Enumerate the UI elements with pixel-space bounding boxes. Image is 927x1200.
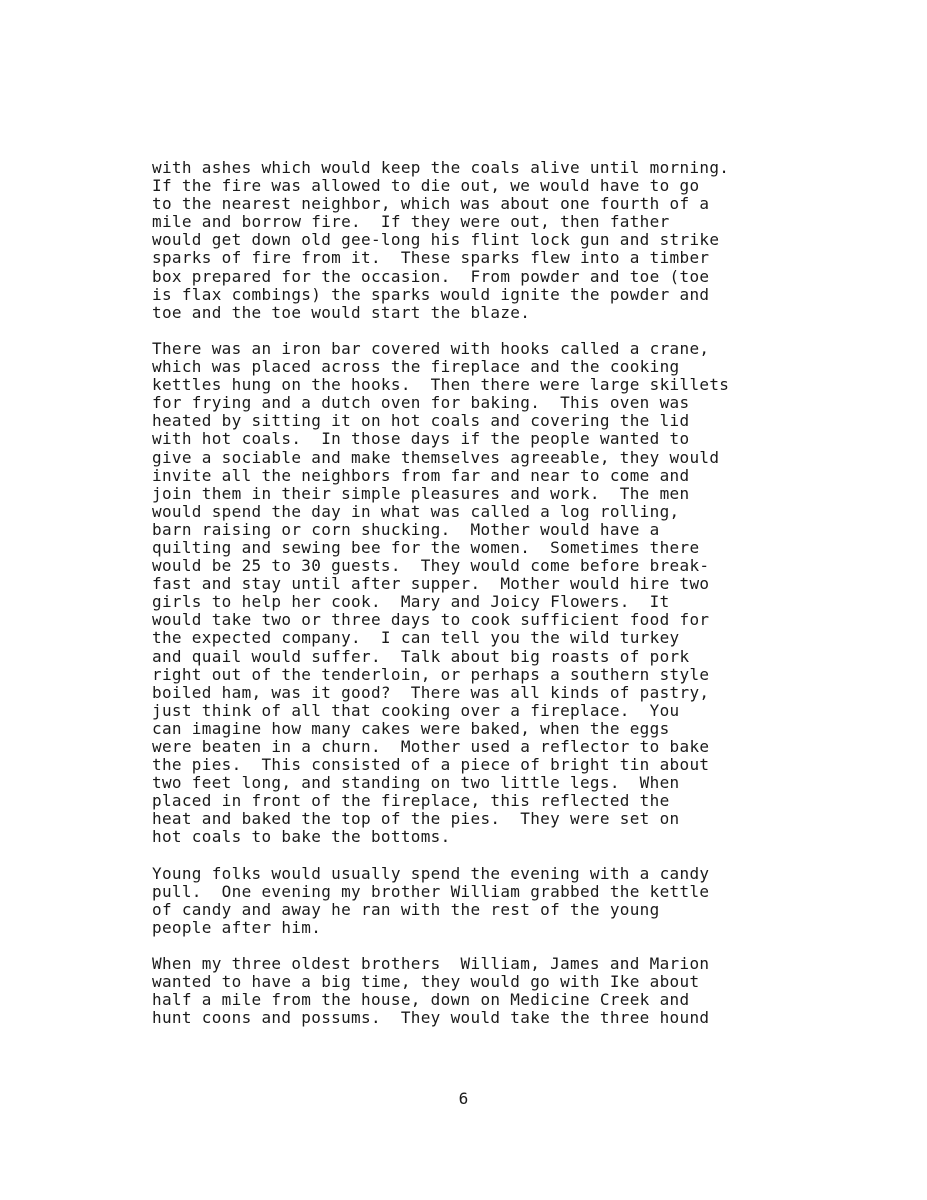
text-line: boiled ham, was it good? There was all kinds of pastry, (152, 682, 710, 702)
text-line: and quail would suffer. Talk about big roasts of pork (152, 646, 690, 666)
text-line: kettles hung on the hooks. Then there were large skillets (152, 375, 730, 395)
text-line: If the fire was allowed to die out, we would have to go (152, 176, 700, 196)
text-line: were beaten in a churn. Mother used a reflector to bake (152, 737, 710, 756)
paragraph-fireplace-cooking (152, 340, 852, 847)
text-line: heated by sitting it on hot coals and covering the lid (152, 411, 690, 431)
text-line: There was an iron bar covered with hooks called a crane, (152, 338, 710, 358)
text-line: with hot coals. In those days if the people wanted to (152, 429, 690, 449)
paragraph-coon-hunting (152, 955, 852, 1027)
text-line: can imagine how many cakes were baked, when the eggs (152, 718, 670, 738)
text-line: to the nearest neighbor, which was about one fourth of a (152, 194, 710, 214)
text-line: for frying and a dutch oven for baking. This oven was (152, 393, 690, 413)
text-line: fast and stay until after supper. Mother would hire two (152, 574, 710, 594)
text-line: When my three oldest brothers William, James and Marion (152, 954, 710, 974)
text-line: sparks of fire from it. These sparks flew into a timber (152, 248, 710, 268)
text-line: of candy and away he ran with the rest of the young (152, 899, 660, 919)
text-line: would be 25 to 30 guests. They would come before break- (152, 556, 710, 576)
text-line: Young folks would usually spend the evening with a candy (152, 863, 710, 883)
text-line: pull. One evening my brother William grabbed the kettle (152, 881, 710, 901)
text-line: half a mile from the house, down on Medicine Creek and (152, 990, 690, 1010)
paragraph-fire-borrowing (152, 159, 852, 322)
text-line: wanted to have a big time, they would go with Ike about (152, 972, 700, 992)
text-line: is flax combings) the sparks would ignite the powder and (152, 284, 710, 304)
text-line: would take two or three days to cook sufficient food for (152, 610, 710, 630)
text-line: which was placed across the fireplace and the cooking (152, 357, 680, 377)
text-line: with ashes which would keep the coals alive until morning. (152, 158, 730, 177)
text-line: girls to help her cook. Mary and Joicy Flowers. It (152, 592, 670, 612)
text-line: right out of the tenderloin, or perhaps a southern style (152, 664, 710, 684)
body-text (152, 159, 852, 1046)
text-line: the expected company. I can tell you the wild turkey (152, 628, 680, 648)
text-line: join them in their simple pleasures and work. The men (152, 483, 690, 503)
text-line: placed in front of the fireplace, this reflected the (152, 791, 670, 811)
text-line: heat and baked the top of the pies. They were set on (152, 809, 680, 829)
text-line: the pies. This consisted of a piece of bright tin about (152, 755, 710, 775)
text-line: would get down old gee-long his flint lock gun and strike (152, 230, 720, 250)
text-line: box prepared for the occasion. From powder and toe (toe (152, 266, 710, 286)
text-line: mile and borrow fire. If they were out, then father (152, 212, 670, 232)
text-line: give a sociable and make themselves agreeable, they would (152, 447, 720, 467)
page-number: 6 (458, 1089, 469, 1108)
text-line: toe and the toe would start the blaze. (152, 302, 531, 322)
text-line: hunt coons and possums. They would take the three hound (152, 1008, 710, 1028)
text-line: invite all the neighbors from far and near to come and (152, 465, 690, 485)
text-line: quilting and sewing bee for the women. Sometimes there (152, 537, 700, 557)
text-line: people after him. (152, 917, 322, 937)
text-line: hot coals to bake the bottoms. (152, 827, 451, 847)
paragraph-candy-pull (152, 865, 852, 937)
text-line: barn raising or corn shucking. Mother would have a (152, 519, 660, 539)
text-line: would spend the day in what was called a log rolling, (152, 501, 680, 521)
text-line: just think of all that cooking over a fireplace. You (152, 700, 680, 720)
text-line: two feet long, and standing on two little legs. When (152, 773, 680, 793)
